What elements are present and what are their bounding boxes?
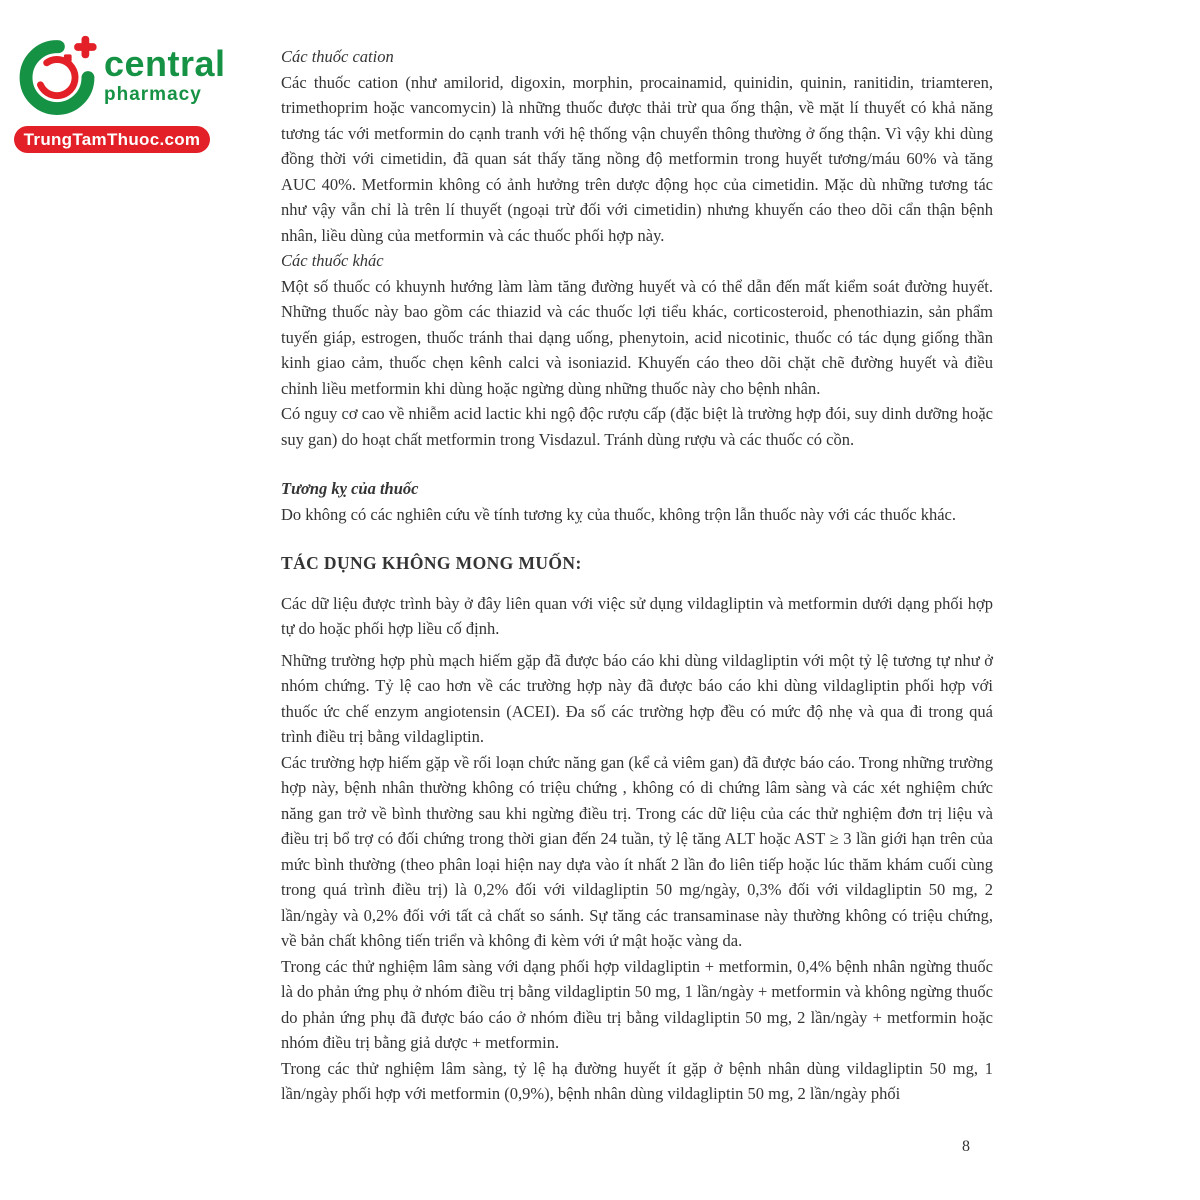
central-pharmacy-logo [14, 32, 226, 153]
paragraph-liver-function: Các trường hợp hiếm gặp về rối loạn chức năng gan (kể cả viêm gan) đã được báo cáo. Trong những trường hợp này, bệnh nhân thường không có triệu chứng , không có di chứng lâm sàng và các xét nghiệm chức năng gan trở về bình thường sau khi ngừng điều trị. Trong các dữ liệu của các thử nghiệm đơn trị liệu và điều trị bổ trợ có đối chứng trong thời gian đến 24 tuần, tỷ lệ tăng ALT hoặc AST ≥ 3 lần giới hạn trên của mức bình thường (theo phân loại hiện nay dựa vào ít nhất 2 lần đo liên tiếp hoặc lúc thăm khám cuối cùng trong quá trình điều trị) là 0,2% đối với vildagliptin 50 mg/ngày, 0,3% đối với vildagliptin 50 mg, 2 lần/ngày và 0,2% đối với tất cả chất so sánh. Sự tăng các transaminase này thường không có triệu chứng, về bản chất không tiến triển và không đi kèm với ứ mật hoặc vàng da. [281, 752, 993, 950]
plus-icon [74, 36, 96, 58]
paragraph-incompatibility: Do không có các nghiên cứu về tính tương kỵ của thuốc, không trộn lẫn thuốc này với các thuốc khác. [281, 504, 956, 524]
paragraph-other-drugs: Một số thuốc có khuynh hướng làm làm tăng đường huyết và có thể dẫn đến mất kiểm soát đường huyết. Những thuốc này bao gồm các thiazid và các thuốc lợi tiểu khác, corticosteroid, phenothiazin, sản phẩm tuyến giáp, estrogen, thuốc tránh thai dạng uống, phenytoin, acid nicotinic, thuốc có tác dụng giống thần kinh giao cảm, thuốc chẹn kênh calci và isoniazid. Khuyến cáo theo dõi chặt chẽ đường huyết và điều chỉnh liều metformin khi dùng hoặc ngừng dùng những thuốc này cho bệnh nhân. [281, 276, 993, 398]
paragraph-lactic-acid-risk: Có nguy cơ cao về nhiễm acid lactic khi ngộ độc rượu cấp (đặc biệt là trường hợp đói, suy dinh dưỡng hoặc suy gan) do hoạt chất metformin trong Visdazul. Tránh dùng rượu và các thuốc có cồn. [281, 404, 993, 449]
logo-brand-text: central [104, 43, 226, 84]
section-heading-tuong-ky: Tương kỵ của thuốc [281, 479, 419, 498]
logo-row [14, 32, 226, 118]
central-pharmacy-c-icon [14, 32, 100, 118]
logo-sub-text: pharmacy [104, 84, 202, 105]
logo-wordmark [104, 43, 226, 105]
paragraph-data-presented: Các dữ liệu được trình bày ở đây liên quan với việc sử dụng vildagliptin và metformin dưới dạng phối hợp tự do hoặc phối hợp liều cố định. [281, 593, 993, 638]
section-heading-cac-thuoc-khac: Các thuốc khác [281, 251, 384, 270]
paragraph-angioedema: Những trường hợp phù mạch hiếm gặp đã được báo cáo khi dùng vildagliptin với một tỷ lệ tương tự như ở nhóm chứng. Tỷ lệ cao hơn về các trường hợp này đã được báo cáo khi dùng vildagliptin phối hợp với thuốc ức chế enzym angiotensin (ACEI). Đa số các trường hợp đều có mức độ nhẹ và qua đi trong quá trình điều trị bằng vildagliptin. [281, 650, 993, 746]
leaflet-text-column [281, 44, 993, 1107]
paragraph-cation-drugs: Các thuốc cation (như amilorid, digoxin, morphin, procainamid, quinidin, quinin, ranitidin, triamteren, trimethoprim hoặc vancomycin) là những thuốc được thải trừ qua ống thận, về mặt lí thuyết có khả năng tương tác với metformin do cạnh tranh với hệ thống vận chuyển thông thường ở ống thận. Vì vậy khi dùng đồng thời với cimetidin, đã quan sát thấy tăng nồng độ metformin trong huyết tương/máu 60% và tăng AUC 40%. Metformin không có ảnh hưởng trên dược động học của cimetidin. Mặc dù những tương tác như vậy vẫn chỉ là trên lí thuyết (ngoại trừ đối với cimetidin) nhưng khuyến cáo theo dõi cẩn thận bệnh nhân, liều dùng của metformin và các thuốc phối hợp này. [281, 72, 993, 245]
paragraph-discontinuation: Trong các thử nghiệm lâm sàng với dạng phối hợp vildagliptin + metformin, 0,4% bệnh nhân ngừng thuốc là do phản ứng phụ ở nhóm điều trị bằng vildagliptin 50 mg, 1 lần/ngày + metformin và không ngừng thuốc do phản ứng phụ đã được báo cáo ở nhóm điều trị bằng vildagliptin 50 mg, 2 lần/ngày + metformin hoặc nhóm điều trị bằng giả dược + metformin. [281, 956, 993, 1052]
section-heading-tac-dung-khong-mong-muon: TÁC DỤNG KHÔNG MONG MUỐN: [281, 553, 582, 573]
trungtamthuoc-banner: TrungTamThuoc.com [14, 126, 210, 153]
page-number: 8 [962, 1138, 970, 1155]
section-heading-cac-thuoc-cation: Các thuốc cation [281, 47, 394, 66]
paragraph-hypoglycemia: Trong các thử nghiệm lâm sàng, tỷ lệ hạ đường huyết ít gặp ở bệnh nhân dùng vildagliptin 50 mg, 1 lần/ngày phối hợp với metformin (0,9%), bệnh nhân dùng vildagliptin 50 mg, 2 lần/ngày phối [281, 1058, 993, 1103]
